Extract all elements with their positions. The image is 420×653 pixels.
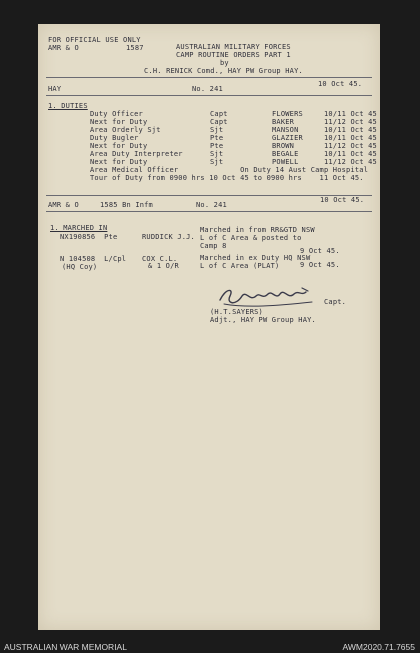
- duty-rank: Sjt: [210, 150, 224, 158]
- entry2-line1: Marched in ex Duty HQ NSW: [200, 254, 311, 262]
- duty-rank: Capt: [210, 110, 228, 118]
- section2-order-number: No. 241: [196, 201, 227, 209]
- duty-name: BEGALE: [272, 150, 299, 158]
- entry1-name: RUDDICK J.J.: [142, 233, 195, 241]
- duty-name: POWELL: [272, 158, 299, 166]
- duty-rank: Sjt: [210, 158, 224, 166]
- duty-name: BAKER: [272, 118, 295, 126]
- commander-line: C.H. RENICK Comd., HAY PW Group HAY.: [144, 67, 303, 75]
- duty-rank: Pte: [210, 142, 224, 150]
- duty-date: 10/11 Oct 45: [324, 134, 377, 142]
- entry1-line3: Camp 8: [200, 242, 227, 250]
- entry1-date: 9 Oct 45.: [300, 247, 340, 255]
- marched-in-heading: 1. MARCHED IN: [50, 224, 108, 232]
- entry2-line2: L of C Area (PLAT): [200, 262, 280, 270]
- duty-role: Duty Officer: [90, 110, 143, 118]
- duty-role: Next for Duty: [90, 118, 148, 126]
- divider-2: [46, 95, 372, 96]
- order-date: 10 Oct 45.: [318, 80, 363, 88]
- duty-role: Duty Bugler: [90, 134, 139, 142]
- duty-date: 11/12 Oct 45: [324, 142, 377, 150]
- duty-rank: Sjt: [210, 126, 224, 134]
- duty-name: BROWN: [272, 142, 295, 150]
- entry1-id: NX190856 Pte: [60, 233, 118, 241]
- entry1-line1: Marched in from RR&GTD NSW: [200, 226, 315, 234]
- divider-4: [46, 211, 372, 212]
- entry2-name: COX C.L.: [142, 255, 178, 263]
- entry2-coy: (HQ Coy): [62, 263, 98, 271]
- section2-date: 10 Oct 45.: [320, 196, 365, 204]
- duty-date: 11/12 Oct 45: [324, 158, 377, 166]
- duty-date: 10/11 Oct 45: [324, 110, 377, 118]
- entry2-others: & 1 O/R: [148, 262, 179, 270]
- footer-accession-number: AWM2020.71.7655: [342, 642, 415, 652]
- amr-ref: AMR & O: [48, 44, 79, 52]
- entry2-date: 9 Oct 45.: [300, 261, 340, 269]
- duty-role: Next for Duty: [90, 158, 148, 166]
- duty-date: 11/12 Oct 45: [324, 118, 377, 126]
- force-title: AUSTRALIAN MILITARY FORCES: [176, 43, 291, 51]
- orders-title: CAMP ROUTINE ORDERS PART 1: [176, 51, 291, 59]
- section2-unit: 1585 Bn Infm: [100, 201, 153, 209]
- duty-role: Area Duty Interpreter: [90, 150, 183, 158]
- divider-top: [46, 77, 372, 78]
- duty-name: FLOWERS: [272, 110, 303, 118]
- signature-rank: Capt.: [324, 298, 347, 306]
- document-page: [38, 24, 380, 630]
- duty-name: GLAZIER: [272, 134, 303, 142]
- order-number: No. 241: [192, 85, 223, 93]
- signature-name: (H.T.SAYERS): [210, 308, 263, 316]
- duty-rank: Pte: [210, 134, 224, 142]
- signature-title: Adjt., HAY PW Group HAY.: [210, 316, 316, 324]
- entry2-id: N 104508 L/Cpl: [60, 255, 127, 263]
- duty-rank: Capt: [210, 118, 228, 126]
- duty-date: 10/11 Oct 45: [324, 150, 377, 158]
- duty-name: MANSON: [272, 126, 299, 134]
- entry1-line2: L of C Area & posted to: [200, 234, 302, 242]
- duty-role: Next for Duty: [90, 142, 148, 150]
- restriction-text: FOR OFFICIAL USE ONLY: [48, 36, 141, 44]
- section2-ref: AMR & O: [48, 201, 79, 209]
- tour-of-duty-line: Tour of Duty from 0900 hrs 10 Oct 45 to 0900 hrs 11 Oct 45.: [90, 174, 364, 182]
- duty-role: Area Orderly Sjt: [90, 126, 161, 134]
- medical-officer-line: Area Medical Officer On Duty 14 Aust Camp Hospital: [90, 166, 369, 174]
- by-text: by: [220, 59, 229, 67]
- duties-heading: 1. DUTIES: [48, 102, 88, 110]
- duty-date: 10/11 Oct 45: [324, 126, 377, 134]
- place-text: HAY: [48, 85, 62, 93]
- footer-institution: AUSTRALIAN WAR MEMORIAL: [4, 642, 127, 652]
- amr-number: 1587: [126, 44, 144, 52]
